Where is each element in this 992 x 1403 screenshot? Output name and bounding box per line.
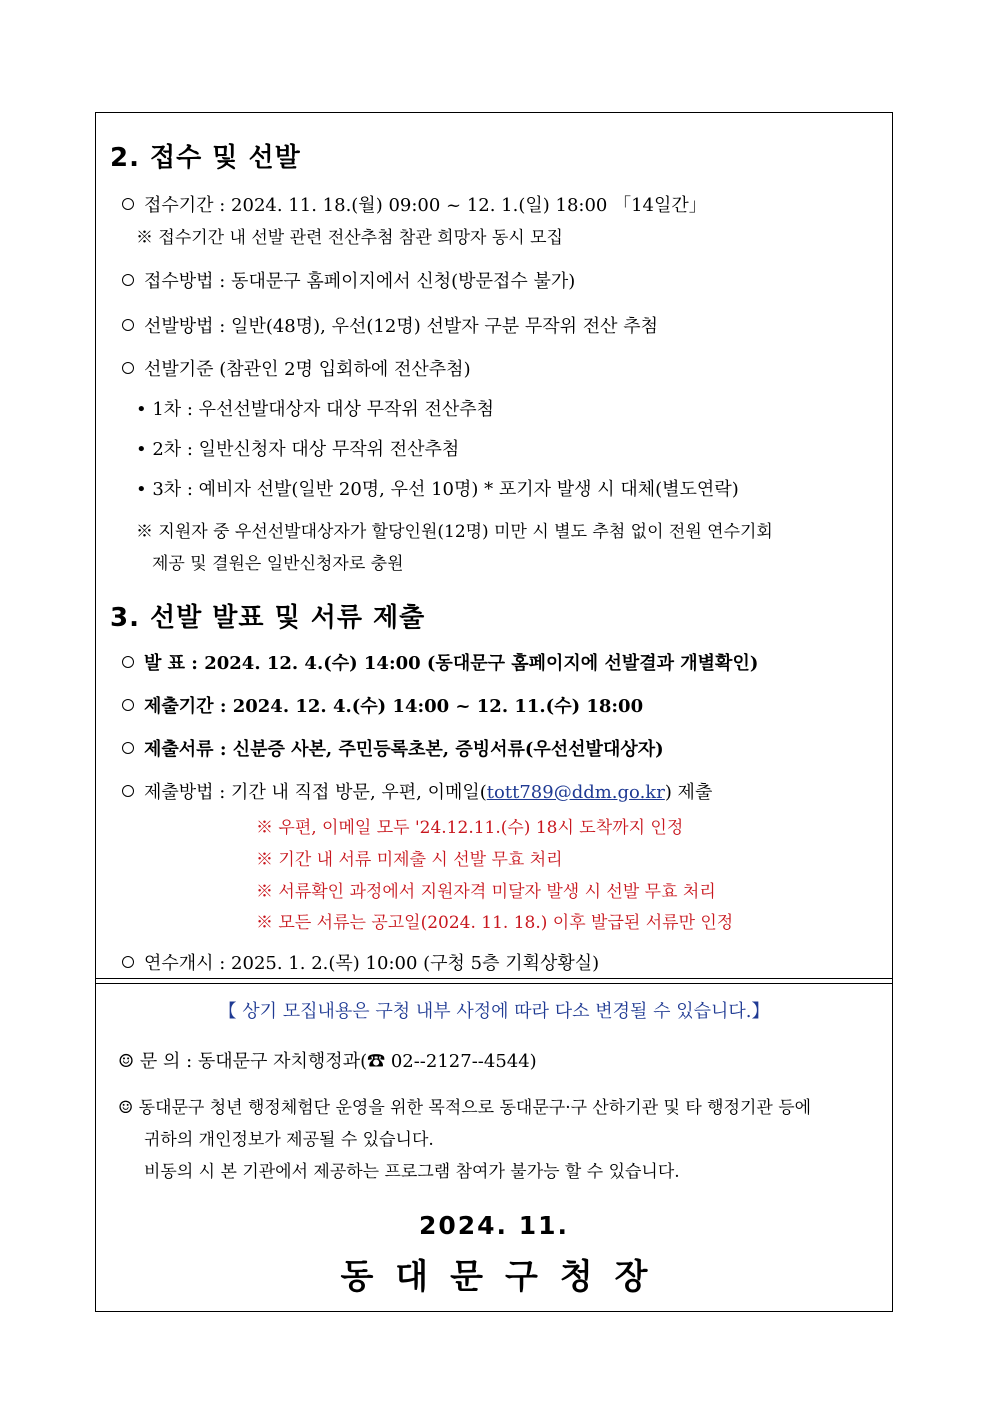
circle-bullet-icon (122, 699, 134, 711)
notice-frame (95, 112, 893, 1312)
issue-date: 2024. 11. (418, 1211, 570, 1240)
training-start: 연수개시 : 2025. 1. 2.(목) 10:00 (구청 5층 기획상황실) (122, 949, 599, 975)
circle-bullet-icon (122, 362, 134, 374)
red-note-3: ※ 서류확인 과정에서 지원자격 미달자 발생 시 선발 무효 처리 (256, 882, 716, 902)
circle-bullet-icon (122, 198, 134, 210)
privacy-line-2: 귀하의 개인정보가 제공될 수 있습니다. (144, 1130, 434, 1150)
privacy-line-3: 비동의 시 본 기관에서 제공하는 프로그램 참여가 불가능 할 수 있습니다. (144, 1162, 680, 1182)
reception-method: 접수방법 : 동대문구 홈페이지에서 신청(방문접수 불가) (122, 267, 575, 293)
change-notice: 【 상기 모집내용은 구청 내부 사정에 따라 다소 변경될 수 있습니다.】 (218, 1001, 770, 1022)
section-2-title: 2. 접수 및 선발 (110, 143, 301, 173)
reception-period: 접수기간 : 2024. 11. 18.(월) 09:00 ~ 12. 1.(일) 18:00 「14일간」 (122, 191, 707, 217)
red-note-1: ※ 우편, 이메일 모두 '24.12.11.(수) 18시 도착까지 인정 (256, 818, 684, 838)
circle-bullet-icon (122, 956, 134, 968)
selection-criteria: 선발기준 (참관인 2명 입회하에 전산추첨) (122, 355, 471, 381)
circle-bullet-icon (122, 319, 134, 331)
red-note-2: ※ 기간 내 서류 미제출 시 선발 무효 처리 (256, 850, 563, 870)
reception-note: ※ 접수기간 내 선발 관련 전산추첨 참관 희망자 동시 모집 (136, 228, 563, 248)
allocation-note-line-2: 제공 및 결원은 일반신청자로 충원 (152, 554, 404, 574)
circle-bullet-icon (122, 785, 134, 797)
section-divider (96, 978, 892, 984)
round-2: • 2차 : 일반신청자 대상 무작위 전산추첨 (136, 439, 460, 460)
circle-bullet-icon (122, 656, 134, 668)
selection-method: 선발방법 : 일반(48명), 우선(12명) 선발자 구분 무작위 전산 추첨 (122, 312, 658, 338)
submission-documents: 제출서류 : 신분증 사본, 주민등록초본, 증빙서류(우선선발대상자) (122, 735, 664, 761)
section-3-title: 3. 선발 발표 및 서류 제출 (110, 603, 426, 633)
issuing-office: 동대문구청장 (340, 1257, 670, 1297)
submission-period: 제출기간 : 2024. 12. 4.(수) 14:00 ~ 12. 11.(수) 18:00 (122, 692, 643, 718)
email-link[interactable]: tott789@ddm.go.kr (486, 782, 665, 803)
round-1: • 1차 : 우선선발대상자 대상 무작위 전산추첨 (136, 399, 495, 420)
submission-method: 제출방법 : 기간 내 직접 방문, 우편, 이메일(tott789@ddm.go.kr) 제출 (122, 778, 712, 804)
circle-bullet-icon (122, 742, 134, 754)
privacy-line-1: ☺ 동대문구 청년 행정체험단 운영을 위한 목적으로 동대문구·구 산하기관 및 타 행정기관 등에 (118, 1098, 812, 1118)
announcement: 발 표 : 2024. 12. 4.(수) 14:00 (동대문구 홈페이지에 선발결과 개별확인) (122, 649, 758, 675)
red-note-4: ※ 모든 서류는 공고일(2024. 11. 18.) 이후 발급된 서류만 인정 (256, 913, 734, 933)
allocation-note-line-1: ※ 지원자 중 우선선발대상자가 할당인원(12명) 미만 시 별도 추첨 없이 전원 연수기회 (136, 522, 773, 542)
circle-bullet-icon (122, 274, 134, 286)
round-3: • 3차 : 예비자 선발(일반 20명, 우선 10명) * 포기자 발생 시 대체(별도연락) (136, 479, 739, 500)
inquiry: ☺ 문 의 : 동대문구 자치행정과(☎ 02--2127--4544) (118, 1051, 537, 1072)
